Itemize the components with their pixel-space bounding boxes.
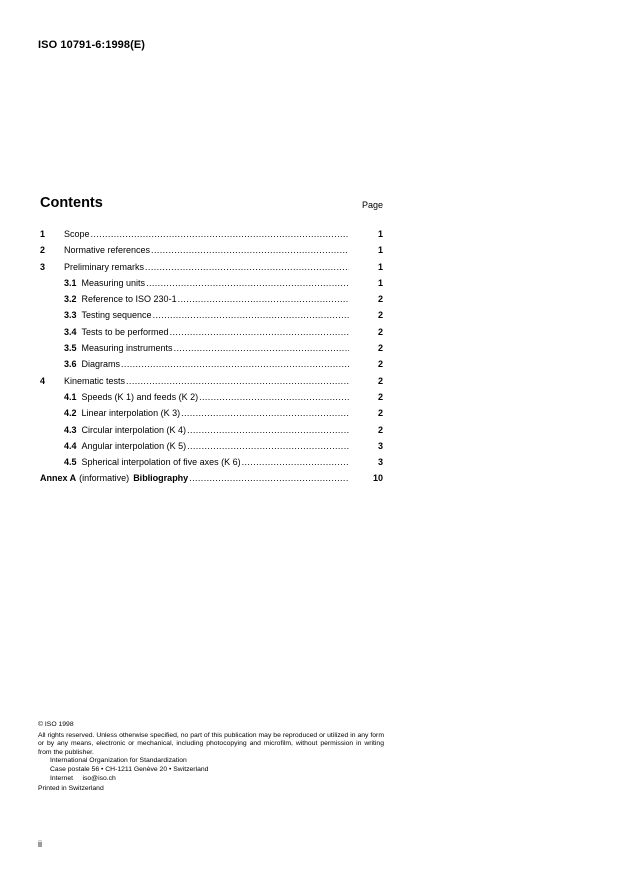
toc-entry-title: Linear interpolation (K 3) <box>81 408 181 419</box>
toc-entry-page: 2 <box>377 294 383 305</box>
toc-entry-number: 4 <box>40 375 46 386</box>
toc-entry-title: Reference to ISO 230-1 <box>81 294 177 305</box>
toc-entry-title: Testing sequence <box>81 310 152 321</box>
toc-entry-number: 3.3 <box>64 310 77 321</box>
toc-entry-number: 2 <box>40 245 46 256</box>
toc-leader-dots <box>187 422 349 438</box>
toc-entry-page: 2 <box>377 359 383 370</box>
annex-type: (informative) <box>79 473 130 484</box>
toc-leader-dots <box>91 226 349 242</box>
toc-entry-4-1[interactable] <box>40 389 383 405</box>
toc-entry-number: 3 <box>40 261 46 272</box>
toc-entry-3-6[interactable] <box>40 356 383 372</box>
toc-entry-title: Measuring instruments <box>81 343 173 354</box>
toc-entry-number: 4.2 <box>64 408 77 419</box>
toc-entry-2[interactable] <box>40 242 383 258</box>
toc-entry-number: 3.1 <box>64 277 77 288</box>
toc-entry-page: 2 <box>377 343 383 354</box>
toc-entry-page: 2 <box>377 424 383 435</box>
toc-entry-page: 2 <box>377 391 383 402</box>
toc-leader-dots <box>153 307 349 323</box>
toc-entry-3-3[interactable] <box>40 307 383 323</box>
toc-leader-dots <box>126 373 349 389</box>
toc-entry-1[interactable] <box>40 226 383 242</box>
toc-entry-number: 4.3 <box>64 424 77 435</box>
annex-label: Annex A <box>40 473 77 484</box>
toc-leader-dots <box>145 259 349 275</box>
toc-entry-page: 2 <box>377 326 383 337</box>
org-address: Case postale 56 • CH-1211 Genève 20 • Switzerland <box>50 765 209 773</box>
toc-leader-dots <box>242 454 349 470</box>
toc-entry-page: 1 <box>377 229 383 239</box>
toc-entry-annex-a[interactable] <box>40 470 383 486</box>
toc-entry-number: 3.4 <box>64 326 77 337</box>
toc-leader-dots <box>174 340 349 356</box>
toc-entry-4-3[interactable] <box>40 422 383 438</box>
copyright-block <box>38 721 384 794</box>
toc-entry-4-4[interactable] <box>40 438 383 454</box>
contents-heading: Contents <box>40 195 103 211</box>
toc-entry-page: 2 <box>377 375 383 386</box>
toc-entry-page: 1 <box>377 277 383 288</box>
toc-entry-number: 4.1 <box>64 391 77 402</box>
toc-entry-page: 1 <box>377 261 383 272</box>
toc-entry-title: Normative references <box>64 245 151 256</box>
toc-entry-4[interactable] <box>40 373 383 389</box>
toc-entry-number: 4.5 <box>64 457 77 468</box>
toc-entry-4-2[interactable] <box>40 405 383 421</box>
toc-entry-title: Spherical interpolation of five axes (K 6) <box>81 457 241 468</box>
toc-entry-3-5[interactable] <box>40 340 383 356</box>
toc-entry-title: Kinematic tests <box>64 375 126 386</box>
toc-entry-page: 2 <box>377 408 383 419</box>
toc-leader-dots <box>170 324 349 340</box>
toc-entry-page: 10 <box>372 473 383 484</box>
toc-entry-4-5[interactable] <box>40 454 383 470</box>
toc-entry-title: Angular interpolation (K 5) <box>81 440 187 451</box>
toc-leader-dots <box>189 470 349 486</box>
toc-leader-dots <box>146 275 349 291</box>
org-name: International Organization for Standardization <box>50 757 187 765</box>
toc-entry-number: 1 <box>40 229 46 239</box>
toc-entry-3-1[interactable] <box>40 275 383 291</box>
toc-leader-dots <box>199 389 349 405</box>
document-id: ISO 10791-6:1998(E) <box>38 39 146 51</box>
toc-entry-number: 4.4 <box>64 440 77 451</box>
annex-title: Bibliography <box>133 473 189 484</box>
toc-entry-page: 3 <box>377 457 383 468</box>
toc-leader-dots <box>121 356 349 372</box>
printed-in: Printed in Switzerland <box>38 785 104 793</box>
toc-entry-3[interactable] <box>40 259 383 275</box>
table-of-contents <box>40 226 383 487</box>
page-number: ii <box>38 839 42 849</box>
rights-statement: All rights reserved. Unless otherwise specified, no part of this publication may be reproduced or utilized in any form or by any means, electronic or mechanical, including photocopying and microfilm, without permission in writing from the publisher. <box>38 731 384 756</box>
org-internet: Internet iso@iso.ch <box>50 774 116 782</box>
toc-leader-dots <box>181 405 349 421</box>
page-column-label: Page <box>361 200 383 210</box>
copyright-line: © ISO 1998 <box>38 721 74 728</box>
toc-entry-title: Measuring units <box>81 277 146 288</box>
toc-entry-page: 2 <box>377 310 383 321</box>
toc-entry-title: Tests to be performed <box>81 326 169 337</box>
toc-leader-dots <box>178 291 349 307</box>
toc-entry-page: 1 <box>377 245 383 256</box>
toc-entry-page: 3 <box>377 440 383 451</box>
toc-entry-3-4[interactable] <box>40 324 383 340</box>
toc-leader-dots <box>187 438 349 454</box>
toc-entry-3-2[interactable] <box>40 291 383 307</box>
toc-entry-number: 3.2 <box>64 294 77 305</box>
toc-entry-title: Speeds (K 1) and feeds (K 2) <box>81 391 199 402</box>
toc-leader-dots <box>151 242 349 258</box>
toc-entry-title: Circular interpolation (K 4) <box>81 424 187 435</box>
toc-entry-title: Scope <box>64 229 90 239</box>
toc-entry-number: 3.6 <box>64 359 77 370</box>
toc-entry-title: Preliminary remarks <box>64 261 145 272</box>
toc-entry-title: Diagrams <box>81 359 121 370</box>
toc-entry-number: 3.5 <box>64 343 77 354</box>
